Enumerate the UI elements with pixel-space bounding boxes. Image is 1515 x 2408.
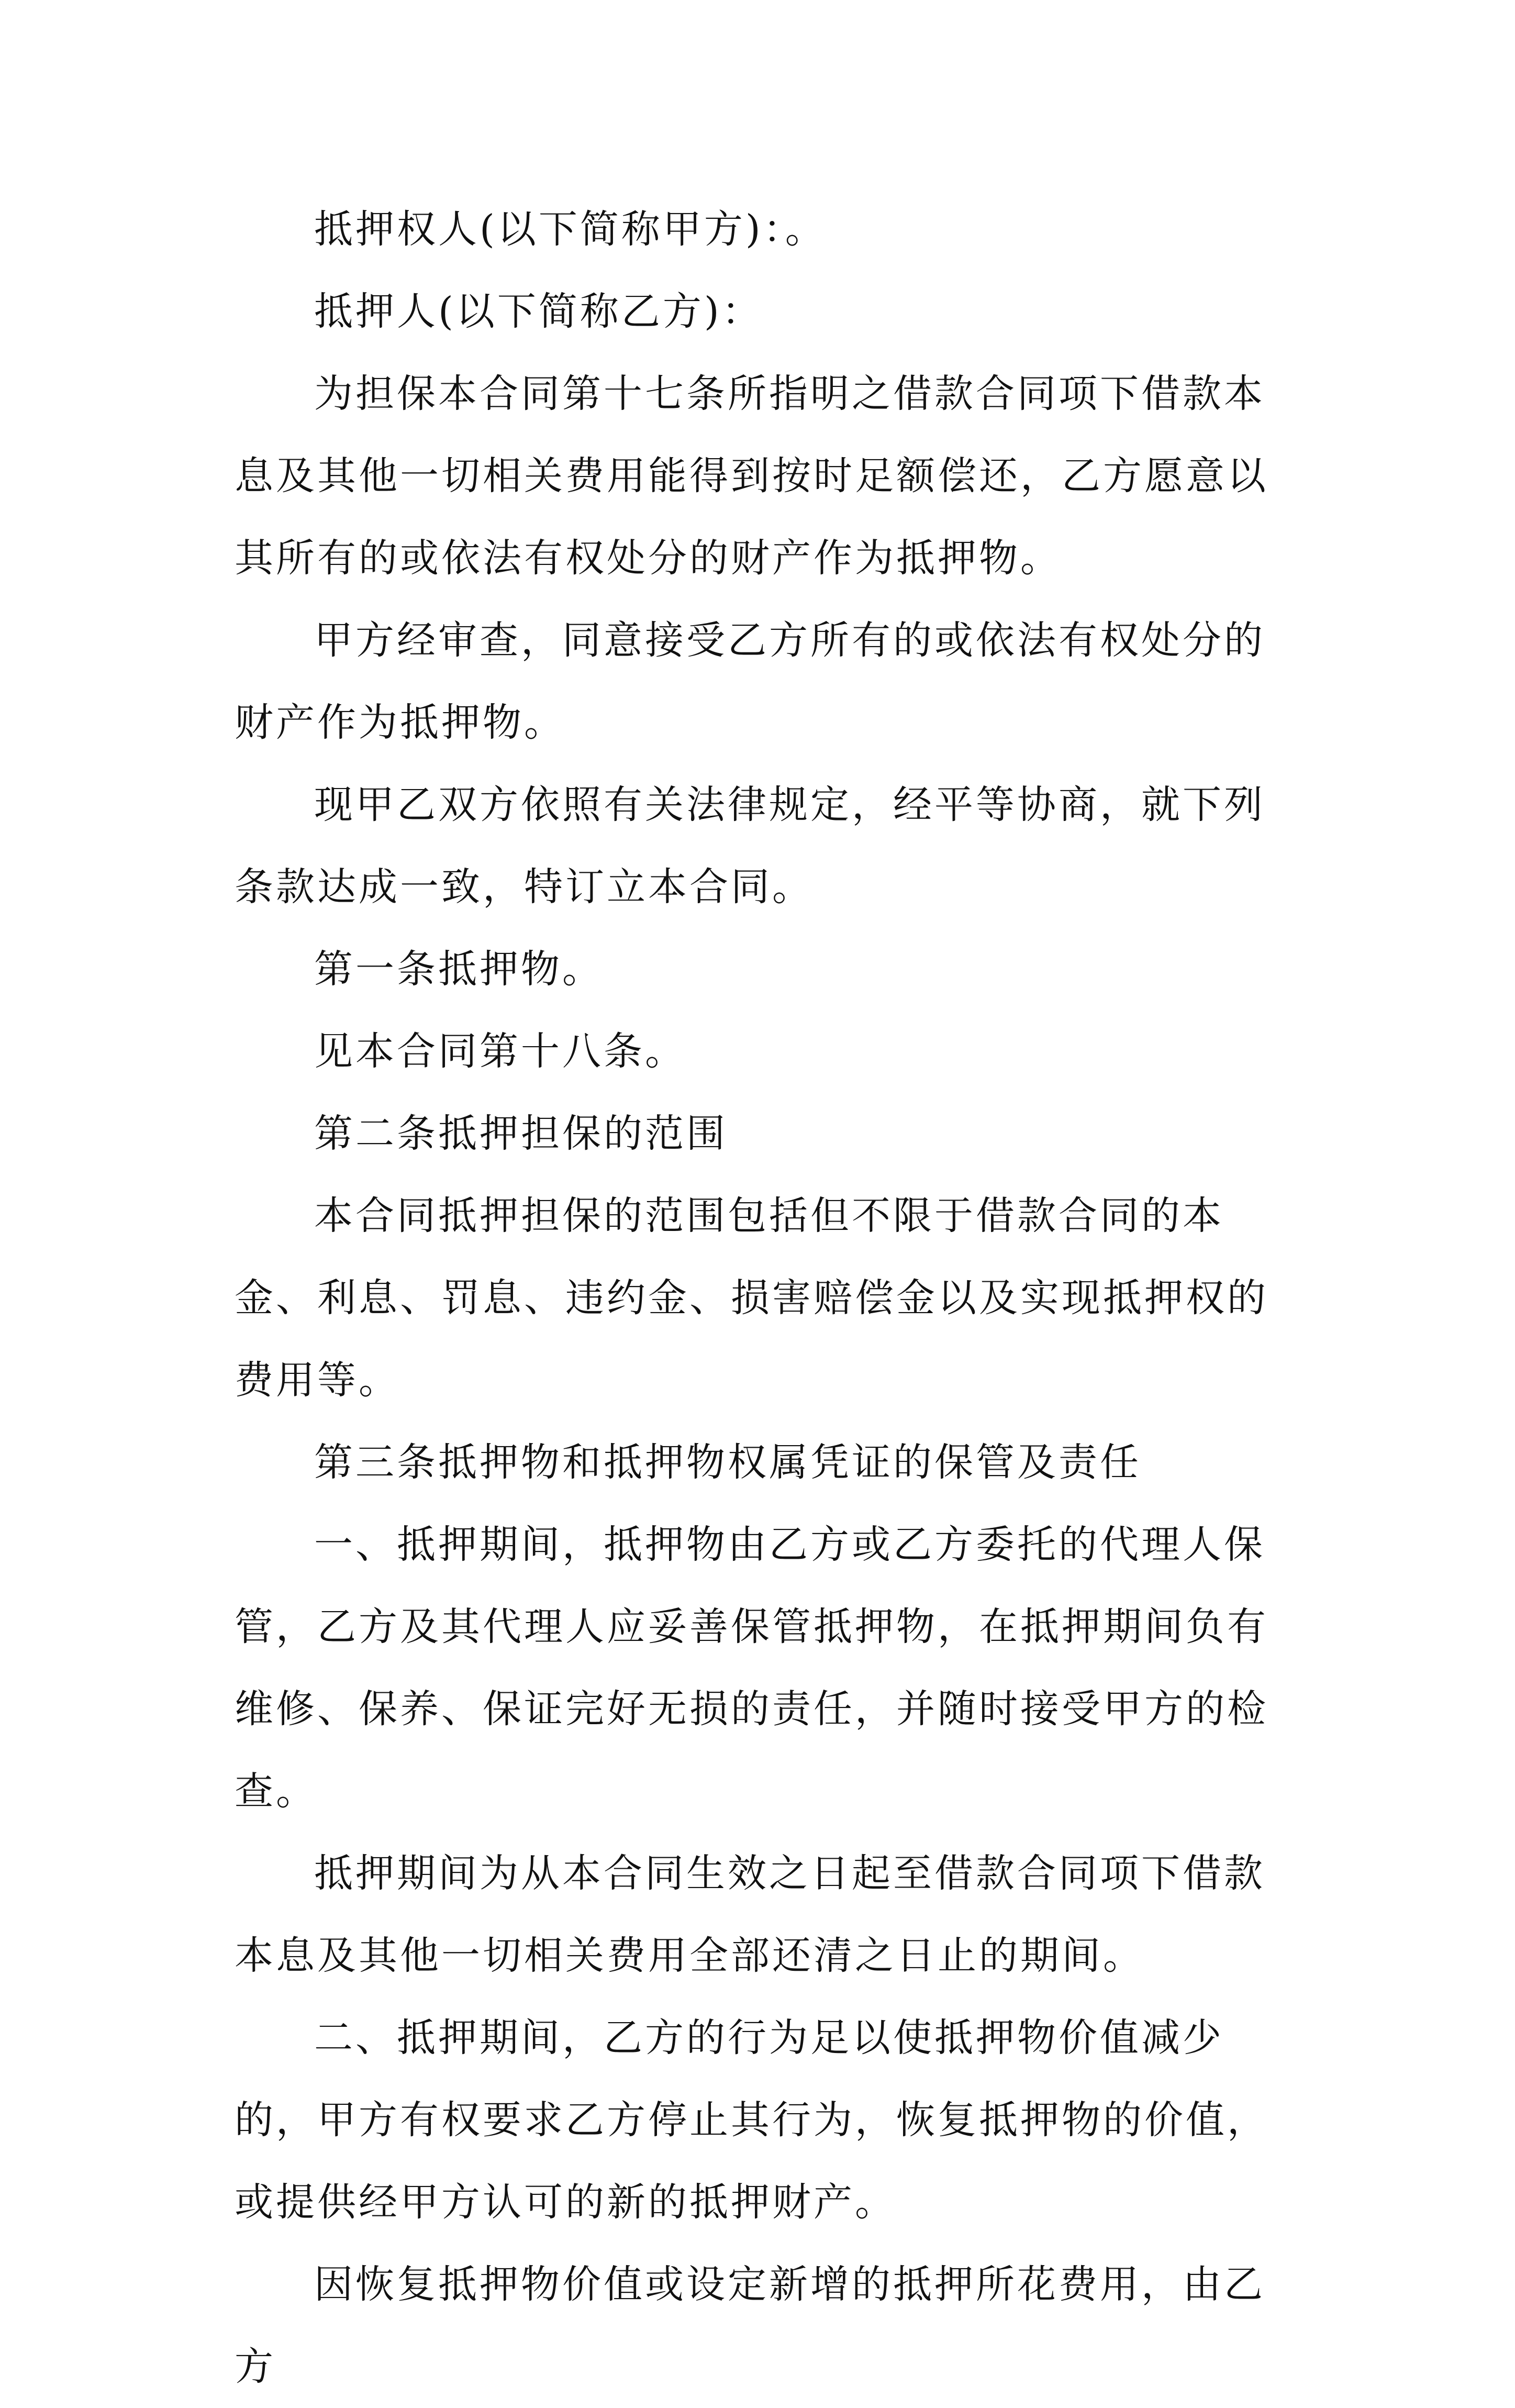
article-1-body: 见本合同第十八条。 — [314, 1029, 686, 1074]
article-3-clause-1: 一、抵押期间，抵押物由乙方或乙方委托的代理人保管，乙方及其代理人应妥善保管抵押物，在抵押期间负有维修、保养、保证完好无损的责任，并随时接受甲方的检查。 — [235, 1522, 1268, 1814]
article-2-body: 本合同抵押担保的范围包括但不限于借款合同的本金、利息、罚息、违约金、损害赔偿金以及实现抵押权的费用等。 — [235, 1193, 1268, 1403]
article-3-clause-2: 二、抵押期间，乙方的行为足以使抵押物价值减少的，甲方有权要求乙方停止其行为，恢复抵押物的价值，或提供经甲方认可的新的抵押财产。 — [235, 2015, 1268, 2225]
article-3-period: 抵押期间为从本合同生效之日起至借款合同项下借款本息及其他一切相关费用全部还清之日止的期间。 — [235, 1851, 1265, 1978]
article-2-heading: 第二条抵押担保的范围 — [314, 1111, 728, 1156]
article-3-heading: 第三条抵押物和抵押物权属凭证的保管及责任 — [314, 1440, 1141, 1485]
contract-body — [235, 188, 1297, 2408]
article-3-costs: 因恢复抵押物价值或设定新增的抵押所花费用，由乙方 — [235, 2262, 1265, 2389]
article-1-heading: 第一条抵押物。 — [314, 947, 604, 992]
paragraph-agreement: 现甲乙双方依照有关法律规定，经平等协商，就下列条款达成一致，特订立本合同。 — [235, 782, 1265, 909]
paragraph-mortgagor: 抵押人(以下简称乙方)： — [314, 289, 763, 334]
paragraph-acceptance: 甲方经审查，同意接受乙方所有的或依法有权处分的财产作为抵押物。 — [235, 618, 1265, 745]
paragraph-purpose: 为担保本合同第十七条所指明之借款合同项下借款本息及其他一切相关费用能得到按时足额偿还，乙方愿意以其所有的或依法有权处分的财产作为抵押物。 — [235, 371, 1268, 581]
paragraph-mortgagee: 抵押权人(以下简称甲方)：。 — [314, 207, 827, 252]
